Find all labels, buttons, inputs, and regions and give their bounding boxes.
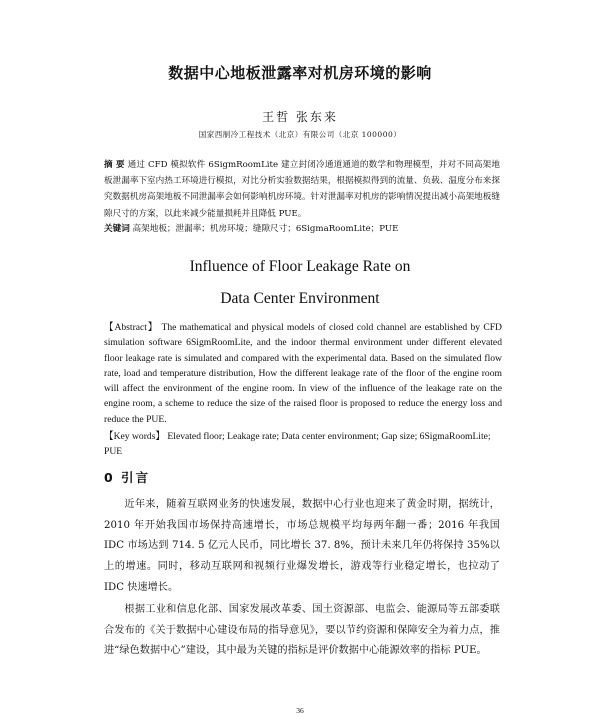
chinese-abstract (104, 157, 500, 222)
affiliation: 国家西制冷工程技术（北京）有限公司（北京 100000） (198, 130, 402, 139)
english-title-line-1: Influence of Floor Leakage Rate on (189, 258, 411, 275)
chinese-keywords-label: 关键词 (104, 224, 130, 234)
chinese-abstract-label: 摘 要 (104, 160, 125, 170)
page-number: 36 (296, 706, 304, 715)
authors: 王哲 张东来 (262, 110, 338, 124)
body-paragraph: 根据工业和信息化部、国家发展改革委、国土资源部、电监会、能源局等五部委联合发布的《关于数据中心建设布局的指导意见》，要以节约资源和保障安全为着力点，推进“绿色数据中心”建设，其中最为关键的指标是评价数据中心能源效率的指标 PUE。 (104, 604, 500, 657)
english-abstract (104, 320, 502, 427)
chinese-keywords (104, 222, 500, 236)
english-abstract-label: 【Abstract】 (104, 322, 159, 333)
chinese-title: 数据中心地板泄露率对机房环境的影响 (168, 64, 432, 82)
english-keywords (104, 429, 502, 460)
english-abstract-text: The mathematical and physical models of closed cold channel are established by CFD simulation software 6SigmRoomLite, and the indoor thermal environment under different elevated floor leakage rate is simulated and compared with the experimental data. Based on the simulated flow rate, load and temperature distribution, How the different leakage rate of the floor of the engine room will affect the environment of the engine room. In view of the influence of the leakage rate on the engine room, a scheme to reduce the size of the raised floor is proposed to reduce the energy loss and reduce the PUE. (104, 322, 502, 425)
english-keywords-text: Elevated floor; Leakage rate; Data center environment; Gap size; 6SigmaRoomLite; PUE (104, 431, 491, 458)
chinese-abstract-text: 通过 CFD 模拟软件 6SigmRoomLite 建立封闭冷通道通道的数学和物理模型，并对不同高架地板泄漏率下室内热工环境进行模拟，对比分析实验数据结果，根据模拟得到的流量、负载、温度分布来探究数据机房高架地板不同泄漏率会如何影响机房环境。针对泄漏率对机房的影响情况提出减小高架地板缝隙尺寸的方案，以此来减少能量损耗并且降低 PUE。 (104, 160, 500, 219)
chinese-keywords-text: 高架地板；泄漏率；机房环境；缝隙尺寸；6SigmaRoomLite；PUE (132, 224, 399, 234)
english-keywords-label: 【Key words】 (104, 431, 166, 442)
english-title-line-2: Data Center Environment (220, 290, 380, 307)
section-heading-introduction: 0 引言 (104, 470, 151, 485)
body-paragraph: 近年来，随着互联网业务的快速发展，数据中心行业也迎来了黄金时期，据统计，2010 年开始我国市场保持高速增长，市场总规模平均每两年翻一番；2016 年我国 IDC 市场达到 714. 5 亿元人民币，同比增长 37. 8%，预计未来几年仍将保持 35%以上的增速。同时，移动互联网和视频行业爆发增长，游戏等行业稳定增长，也拉动了 IDC 快速增长。 (104, 499, 500, 593)
